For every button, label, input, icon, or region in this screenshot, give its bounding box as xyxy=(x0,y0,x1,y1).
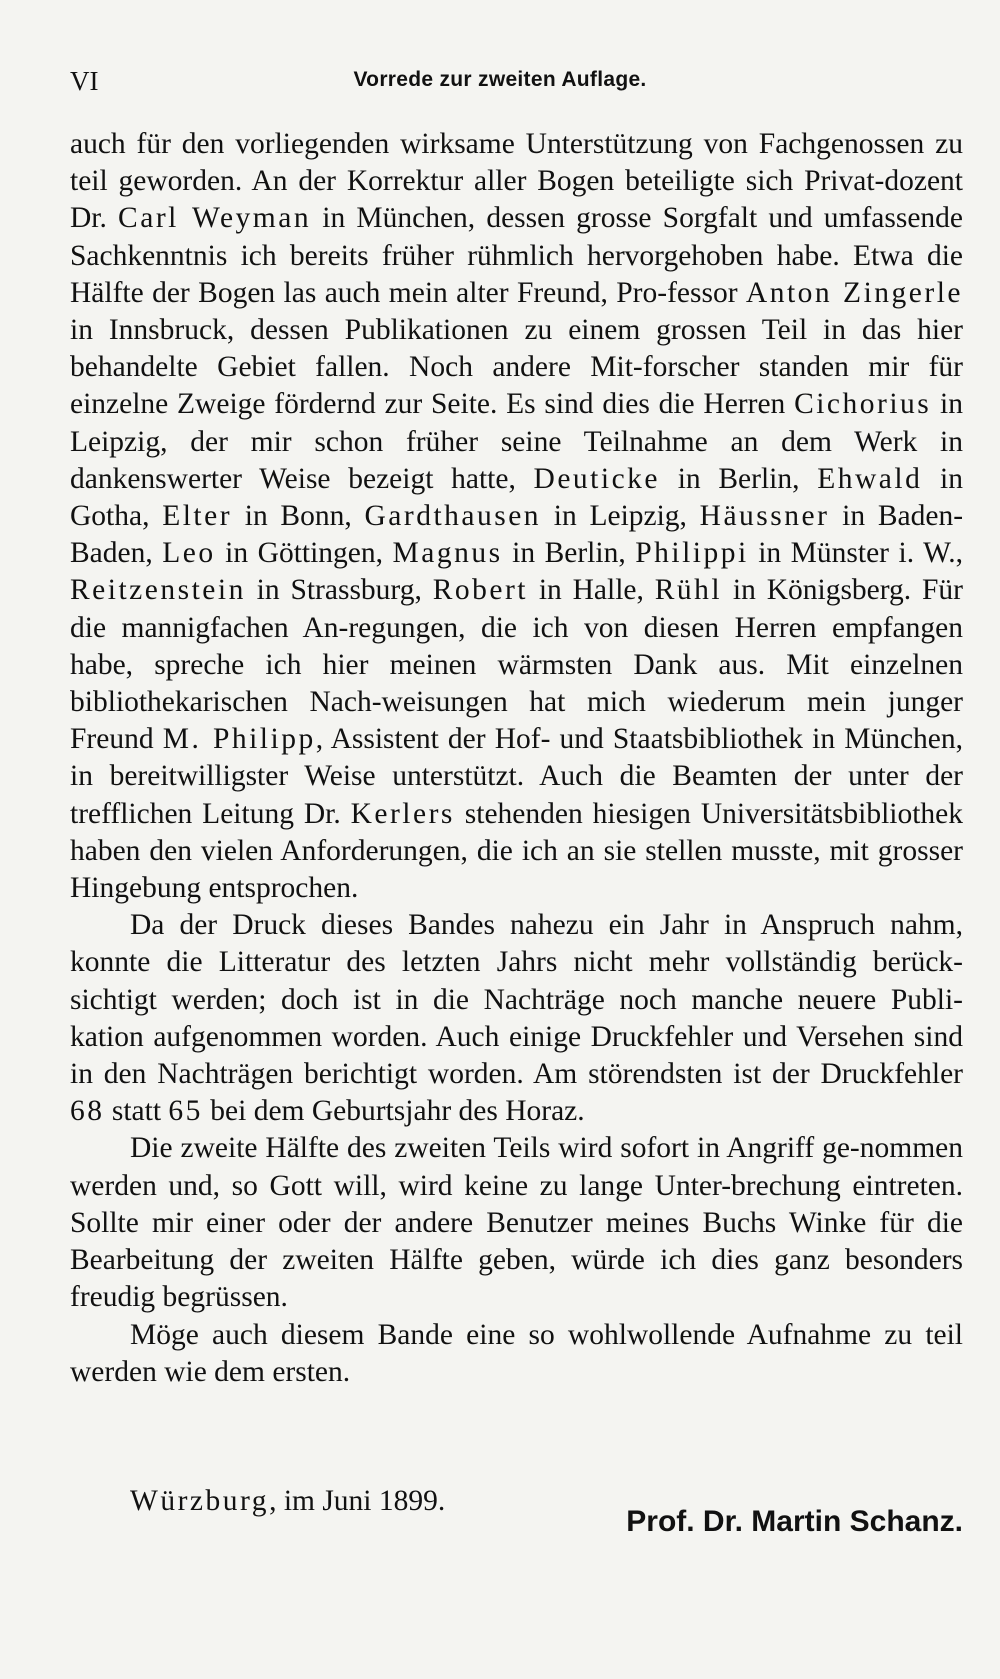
spaced-name: M. Philipp xyxy=(162,723,316,756)
spaced-name: Reitzenstein xyxy=(70,574,246,607)
spaced-name: Deuticke xyxy=(533,462,661,495)
text-run: in München, dessen grosse Sorgfalt und umfassende Sachkenntnis ich bereits früher rühmlich hervorgehoben habe. Etwa die Hälfte der Bogen las auch mein alter Freund, Pro-fessor xyxy=(70,202,964,309)
preface-body xyxy=(70,126,963,1391)
text-run: in Leipzig, der mir schon früher seine Teilnahme an dem Werk in dankenswerter Weise bezeigt hatte, xyxy=(70,388,963,495)
text-run: Da der Druck dieses Bandes nahezu ein Jahr in Anspruch nahm, konnte die Litteratur des letzten Jahrs nicht mehr vollständig berück-sichtigt werden; doch ist in die Nachträge noch manche neuere Publi-kation aufgenommen worden. Auch einige Druckfehler und Versehen sind in den Nachträgen berichtigt worden. Am störendsten ist der Druckfehler xyxy=(70,909,963,1091)
text-run: Möge auch diesem Bande eine so wohlwollende Aufnahme zu teil werden wie dem ersten. xyxy=(70,1318,963,1388)
text-run: in Königsberg. Für die mannigfachen An-regungen, die ich von diesen Herren empfangen habe, spreche ich hier meinen wärmsten Dank aus. Mit einzelnen bibliothekarischen Nach-weisungen hat mich wiederum mein junger Freund xyxy=(70,574,963,756)
spaced-name: Cichorius xyxy=(794,388,932,421)
place-date-line xyxy=(130,1485,445,1518)
paragraph xyxy=(70,1130,963,1316)
spaced-name: Robert xyxy=(432,574,528,607)
page-number: VI xyxy=(70,66,99,96)
text-run: in Halle, xyxy=(527,574,655,607)
spaced-name: Gardthausen xyxy=(364,500,542,533)
text-run: in Göttingen, xyxy=(215,537,393,570)
spaced-name: Ehwald xyxy=(817,462,923,495)
text-run: in Baden-Baden, xyxy=(70,500,964,570)
author-signature: Prof. Dr. Martin Schanz. xyxy=(626,1505,963,1538)
paragraph xyxy=(70,1317,963,1391)
header-title: Vorrede zur zweiten Auflage. xyxy=(353,68,647,91)
text-run: in Berlin, xyxy=(660,462,818,495)
date-text: , im Juni 1899. xyxy=(269,1485,446,1517)
running-header xyxy=(70,66,930,106)
paragraph xyxy=(70,907,963,1130)
text-run: statt xyxy=(104,1095,169,1128)
closing-block xyxy=(70,1485,963,1545)
text-run: in Gotha, xyxy=(70,462,963,533)
spaced-name: 68 xyxy=(70,1095,105,1128)
spaced-name: Häussner xyxy=(699,500,830,533)
text-run: in Innsbruck, dessen Publikationen zu einem grossen Teil in das hier behandelte Gebiet fallen. Noch andere Mit-forscher standen mir für einzelne Zweige fördernd zur Seite. Es sind dies die Herren xyxy=(70,314,963,421)
paragraph xyxy=(70,126,963,907)
spaced-name: Elter xyxy=(162,500,233,533)
spaced-name: 65 xyxy=(168,1095,203,1128)
text-run: in Bonn, xyxy=(232,500,365,533)
text-run: , Assistent der Hof- und Staatsbibliothek in München, in bereitwilligster Weise unterstützt. Auch die Beamten der unter der trefflichen Leitung Dr. xyxy=(70,723,964,830)
spaced-name: Magnus xyxy=(392,537,503,570)
spaced-name: Rühl xyxy=(654,574,723,607)
text-run: in Leipzig, xyxy=(541,500,700,533)
text-run: in Münster i. W., xyxy=(748,537,963,570)
text-run: bei dem Geburtsjahr des Horaz. xyxy=(202,1095,585,1128)
text-run: auch für den vorliegenden wirksame Unterstützung von Fachgenossen zu teil geworden. An der Korrektur aller Bogen beteiligte sich Privat-dozent Dr. xyxy=(70,128,963,235)
text-run: Die zweite Hälfte des zweiten Teils wird sofort in Angriff ge-nommen werden und, so Gott will, wird keine zu lange Unter-brechung eintreten. Sollte mir einer oder der andere Benutzer meines Buchs Winke für die Bearbeitung der zweiten Hälfte geben, würde ich dies ganz besonders freudig begrüssen. xyxy=(70,1132,963,1314)
place-name: Würzburg xyxy=(130,1485,270,1517)
spaced-name: Carl Weyman xyxy=(118,202,312,235)
text-run: in Strassburg, xyxy=(245,574,433,607)
spaced-name: Leo xyxy=(162,537,216,570)
spaced-name: Kerlers xyxy=(350,797,455,830)
spaced-name: Philippi xyxy=(635,537,749,570)
text-run: stehenden hiesigen Universitätsbibliothek haben den vielen Anforderungen, die ich an sie stellen musste, mit grosser Hingebung entsprochen. xyxy=(70,797,963,905)
text-run: in Berlin, xyxy=(502,537,636,570)
spaced-name: Anton Zingerle xyxy=(745,276,963,309)
